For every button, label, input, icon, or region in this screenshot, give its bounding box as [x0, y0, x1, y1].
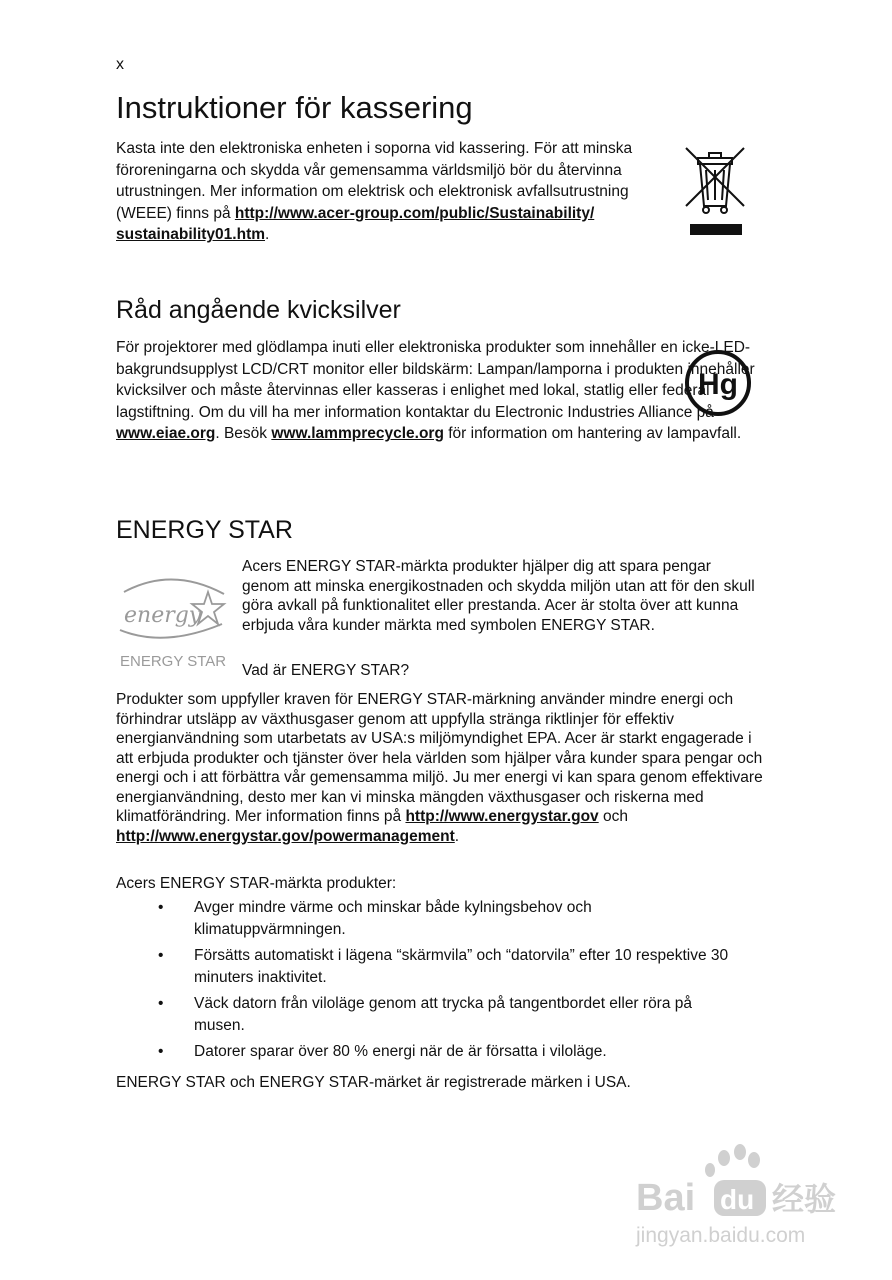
- disposal-paragraph: Kasta inte den elektroniska enheten i soporna vid kassering. För att minska föroreningarna och skydda vår gemensamma världsmiljö bör du återvinna utrustningen. Mer information om elektrisk och elektronisk avfallsutrustning (WEEE) finns på http://www.acer-group.com/public/Sustainability/ sustainability01.htm.: [116, 140, 633, 244]
- list-item: • Försätts automatiskt i lägena “skärmvila” och “datorvila” efter 10 respektive 30 minuters inaktivitet.: [158, 947, 729, 986]
- disposal-heading: Instruktioner för kassering: [116, 90, 473, 125]
- powermanagement-link[interactable]: http://www.energystar.gov/powermanagement: [116, 827, 455, 845]
- svg-text:du: du: [720, 1184, 755, 1215]
- mercury-paragraph: För projektorer med glödlampa inuti eller elektroniska produkter som innehåller en icke-LED-bakgrundsupplyst LCD/CRT monitor eller bildskärm: Lampan/lamporna i produkten innehåller kvicksilver och måste återvinnas eller kasseras i enlighet med lokal, statlig eller federal lagstiftning. Om du vill ha mer information kontaktar du Electronic Industries Alliance på www.eiae.org. Besök www.lammprecycle.org för information om hantering av lampavfall.: [116, 339, 755, 443]
- lamprecycle-link[interactable]: www.lammprecycle.org: [271, 425, 444, 443]
- svg-text:Hg: Hg: [698, 368, 738, 401]
- baidu-watermark: [632, 1142, 842, 1257]
- mercury-heading: Råd angående kvicksilver: [116, 296, 401, 324]
- energy-intro: Acers ENERGY STAR-märkta produkter hjälper dig att spara pengar genom att minska energikostnaden och skydda miljön utan att för den skull göra avkall på funktionalitet eller prestanda. Acer är stolta över att kunna erbjuda våra kunder märkta med symbolen ENERGY STAR.: [242, 558, 755, 634]
- svg-text:jingyan.baidu.com: jingyan.baidu.com: [636, 1224, 806, 1247]
- weee-link[interactable]: http://www.acer-group.com/public/Sustainability/ sustainability01.htm: [116, 204, 595, 244]
- energy-bullet-list: [116, 897, 736, 1067]
- svg-text:energy: energy: [124, 603, 202, 628]
- svg-text:经验: 经验: [772, 1180, 837, 1218]
- bullet-icon: •: [158, 995, 164, 1012]
- list-item: • Datorer sparar över 80 % energi när de är försatta i viloläge.: [116, 1041, 736, 1063]
- energy-body: Produkter som uppfyller kraven för ENERGY STAR-märkning använder mindre energi och förhindrar utsläpp av växthusgaser genom att uppfylla stränga riktlinjer för effektiv energianvändning som utarbetats av USA:s miljömyndighet EPA. Acer är starkt engagerade i att erbjuda produkter och tjänster över hela världen som hjälper våra kunder spara pengar och energi och i att förbättra vår gemensamma miljö. Ju mer energi vi kan spara genom effektivare energianvändning, desto mer kan vi minska mängden växthusgaser och riskerna med klimatförändring. Mer information finns på http://www.energystar.gov och http://www.energystar.gov/powermanagement.: [116, 691, 763, 845]
- energy-question: Vad är ENERGY STAR?: [242, 662, 410, 679]
- mercury-hg-icon: [682, 347, 754, 424]
- bullet-icon: •: [158, 899, 164, 916]
- weee-bin-icon: [684, 144, 746, 243]
- eiae-link[interactable]: www.eiae.org: [116, 425, 216, 443]
- bullet-icon: •: [158, 1043, 164, 1060]
- energy-star-logo-icon: [116, 570, 230, 679]
- page-number: x: [116, 56, 124, 73]
- energystar-link[interactable]: http://www.energystar.gov: [405, 808, 599, 825]
- energy-products-heading: Acers ENERGY STAR-märkta produkter:: [116, 875, 397, 892]
- disposal-text: Kasta inte den elektroniska enheten i soporna vid kassering. För att minska föroreningarna och skydda vår gemensamma världsmiljö bör du återvinna utrustningen. Mer information om elektrisk och elektronisk avfallsutrustning (WEEE) finns på: [116, 140, 633, 222]
- trademark-note: ENERGY STAR och ENERGY STAR-märket är registrerade märken i USA.: [116, 1074, 631, 1091]
- svg-text:Bai: Bai: [636, 1177, 696, 1219]
- list-item: • Väck datorn från viloläge genom att trycka på tangentbordet eller röra på musen.: [158, 995, 693, 1034]
- list-item: • Avger mindre värme och minskar både kylningsbehov och klimatuppvärmningen.: [158, 899, 592, 938]
- bullet-icon: •: [158, 947, 164, 964]
- energy-heading: ENERGY STAR: [116, 516, 293, 544]
- svg-text:ENERGY STAR: ENERGY STAR: [120, 653, 227, 670]
